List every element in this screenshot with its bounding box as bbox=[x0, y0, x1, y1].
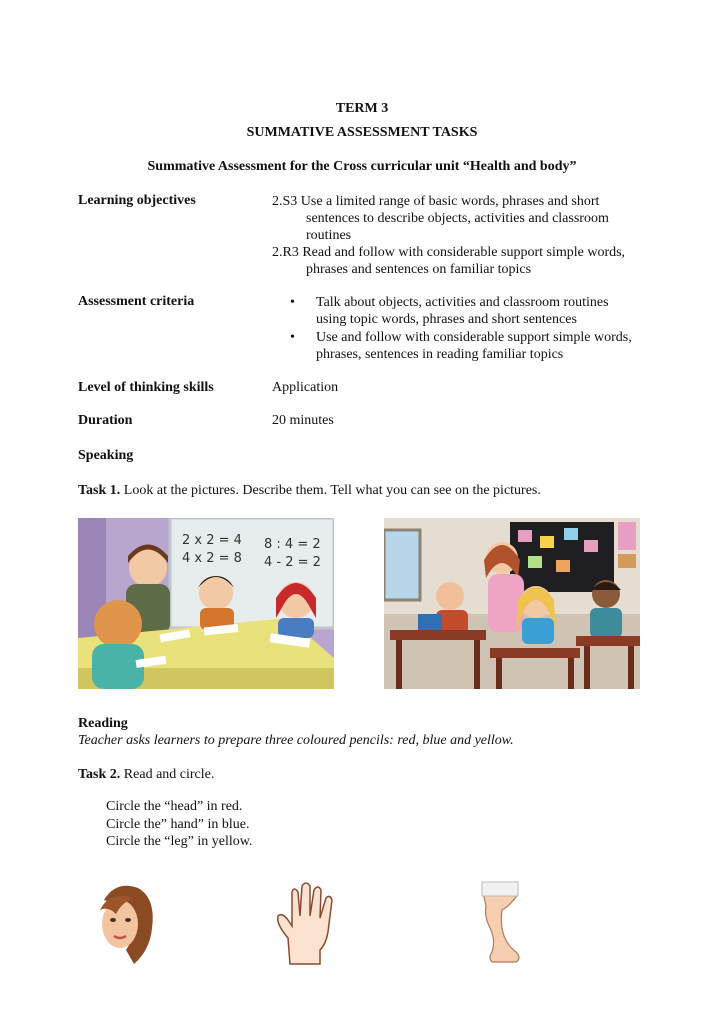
circle-instruction-head: Circle the “head” in red. bbox=[106, 799, 243, 814]
objective-2-line1: 2.R3 Read and follow with considerable support simple words, bbox=[272, 245, 626, 260]
criteria-1-line2: using topic words, phrases and short sentences bbox=[316, 312, 577, 327]
board-equation-1: 2 x 2 = 4 bbox=[182, 533, 242, 548]
criteria-2-line1: Use and follow with considerable support simple words, bbox=[316, 330, 632, 345]
objectives-label: Learning objectives bbox=[78, 193, 196, 208]
bullet-icon: • bbox=[290, 330, 295, 345]
criteria-item-2 bbox=[290, 329, 660, 363]
thinking-label: Level of thinking skills bbox=[78, 380, 214, 395]
bullet-icon: • bbox=[290, 295, 295, 310]
objective-2-line2: phrases and sentences on familiar topics bbox=[306, 262, 532, 277]
criteria-2-line2: phrases, sentences in reading familiar topics bbox=[316, 347, 564, 362]
task-1-label: Task 1. bbox=[78, 483, 121, 498]
task-1 bbox=[78, 483, 541, 499]
objective-1-line3: routines bbox=[306, 228, 352, 243]
classroom-desks-picture bbox=[384, 518, 640, 689]
term-heading: TERM 3 bbox=[335, 101, 389, 116]
board-equation-2: 4 x 2 = 8 bbox=[182, 551, 242, 566]
reading-heading: Reading bbox=[78, 716, 128, 731]
board-equation-3: 8 : 4 = 2 bbox=[264, 537, 321, 552]
task-1-text: Look at the pictures. Describe them. Tell what you can see on the pictures. bbox=[123, 483, 541, 498]
page-title: SUMMATIVE ASSESSMENT TASKS bbox=[246, 125, 478, 140]
board-equation-4: 4 - 2 = 2 bbox=[264, 555, 321, 570]
duration-value: 20 minutes bbox=[272, 413, 334, 428]
duration-label: Duration bbox=[78, 413, 133, 428]
task-2 bbox=[78, 767, 214, 783]
classroom-math-picture bbox=[78, 518, 334, 689]
hand-picture bbox=[272, 880, 340, 966]
reading-instruction-text: Teacher asks learners to prepare three coloured pencils: red, blue and yellow. bbox=[78, 733, 514, 748]
objectives-list bbox=[272, 193, 662, 278]
assessment-subtitle: Summative Assessment for the Cross curricular unit “Health and body” bbox=[147, 159, 577, 174]
objective-1-line2: sentences to describe objects, activities and classroom bbox=[306, 211, 609, 226]
criteria-1-line1: Talk about objects, activities and classroom routines bbox=[316, 295, 609, 310]
task-2-text: Read and circle. bbox=[123, 767, 215, 782]
speaking-heading: Speaking bbox=[78, 448, 134, 463]
criteria-label: Assessment criteria bbox=[78, 294, 195, 309]
criteria-item-1 bbox=[290, 294, 660, 328]
reading-instruction bbox=[78, 733, 514, 749]
objective-1-line1: 2.S3 Use a limited range of basic words, phrases and short bbox=[272, 194, 600, 209]
head-picture bbox=[86, 880, 156, 966]
circle-instruction-leg: Circle the “leg” in yellow. bbox=[106, 834, 253, 849]
circle-instruction-hand: Circle the” hand” in blue. bbox=[106, 817, 250, 832]
task-2-label: Task 2. bbox=[78, 767, 121, 782]
thinking-value: Application bbox=[272, 380, 339, 395]
leg-picture bbox=[476, 880, 524, 966]
